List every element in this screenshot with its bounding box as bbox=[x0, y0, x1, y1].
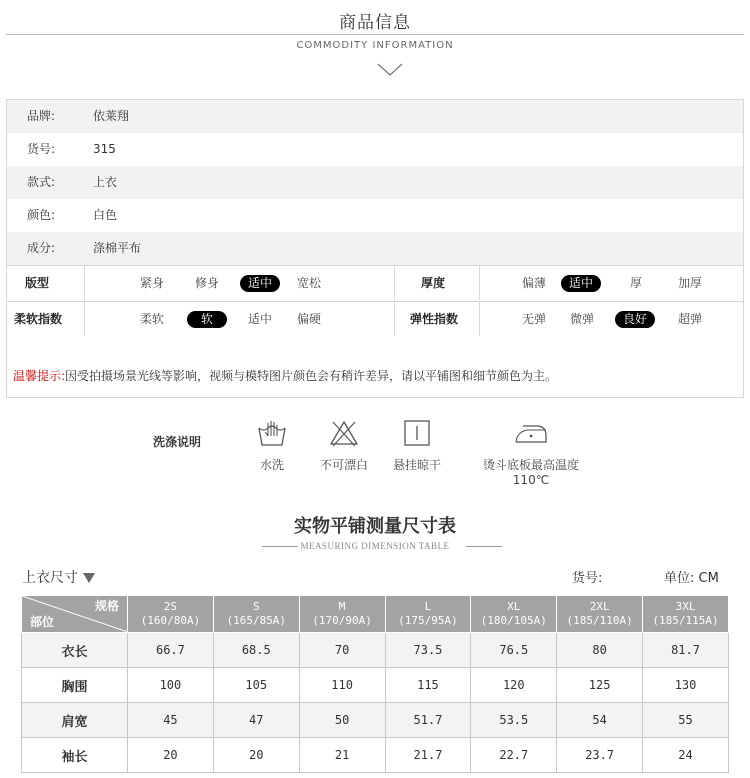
attribute-row bbox=[7, 301, 743, 336]
row-header: 胸围 bbox=[22, 668, 128, 703]
size-name: 2S bbox=[163, 600, 178, 613]
table-cell: 53.5 bbox=[471, 703, 557, 738]
divider bbox=[6, 34, 744, 35]
product-info-panel bbox=[6, 99, 744, 398]
elasticity-option: 微弹 bbox=[570, 312, 595, 326]
section-title: 商品信息 bbox=[339, 13, 411, 33]
table-row bbox=[22, 738, 729, 773]
wash-label: 悬挂晾干 bbox=[392, 458, 441, 472]
table-cell: 23.7 bbox=[557, 738, 643, 773]
size-spec: (170/90A) bbox=[312, 614, 372, 627]
size-name: XL bbox=[507, 600, 521, 613]
info-row-material bbox=[7, 232, 743, 265]
size-table-title: 实物平铺测量尺寸表 bbox=[294, 516, 456, 537]
size-name: 3XL bbox=[675, 600, 696, 613]
divider bbox=[84, 302, 85, 336]
divider bbox=[479, 266, 480, 300]
size-spec: (160/80A) bbox=[140, 614, 201, 627]
row-header: 衣长 bbox=[22, 633, 128, 668]
wash-label: 不可漂白 bbox=[319, 458, 368, 472]
fit-option-selected: 适中 bbox=[240, 275, 280, 292]
wash-label: 烫斗底板最高温度110℃ bbox=[482, 458, 579, 487]
size-spec: (185/110A) bbox=[566, 614, 633, 627]
wash-title: 洗涤说明 bbox=[153, 435, 202, 449]
size-spec: (180/105A) bbox=[480, 614, 547, 627]
table-cell: 105 bbox=[213, 668, 299, 703]
info-label: 品牌: bbox=[27, 109, 56, 123]
hang-dry-icon bbox=[402, 418, 432, 448]
table-corner-cell bbox=[22, 596, 128, 633]
softness-option: 柔软 bbox=[140, 312, 165, 326]
table-cell: 47 bbox=[213, 703, 299, 738]
table-cell: 45 bbox=[128, 703, 214, 738]
info-row-color bbox=[7, 199, 743, 232]
size-name: S bbox=[252, 600, 260, 613]
fit-option: 宽松 bbox=[297, 276, 322, 290]
table-row bbox=[22, 703, 729, 738]
table-cell: 54 bbox=[557, 703, 643, 738]
table-cell: 21 bbox=[299, 738, 385, 773]
table-cell: 20 bbox=[128, 738, 214, 773]
table-cell: 24 bbox=[643, 738, 729, 773]
corner-label-part: 部位 bbox=[30, 615, 55, 629]
no-bleach-icon bbox=[329, 418, 359, 448]
table-cell: 21.7 bbox=[385, 738, 471, 773]
attr-name-softness: 柔软指数 bbox=[14, 312, 63, 326]
table-cell: 110 bbox=[299, 668, 385, 703]
softness-option: 适中 bbox=[248, 312, 273, 326]
row-header: 袖长 bbox=[22, 738, 128, 773]
attribute-row bbox=[7, 266, 743, 301]
table-cell: 115 bbox=[385, 668, 471, 703]
size-name: 2XL bbox=[589, 600, 610, 613]
column-header bbox=[471, 596, 557, 633]
info-label: 成分: bbox=[27, 241, 56, 255]
divider bbox=[479, 302, 480, 336]
table-cell: 100 bbox=[128, 668, 214, 703]
column-header bbox=[385, 596, 471, 633]
column-header bbox=[557, 596, 643, 633]
thickness-option: 偏薄 bbox=[522, 276, 547, 290]
softness-option: 偏硬 bbox=[297, 312, 322, 326]
info-label: 颜色: bbox=[27, 208, 56, 222]
info-value: 涤棉平布 bbox=[93, 241, 142, 255]
attr-name-elasticity: 弹性指数 bbox=[410, 312, 459, 326]
table-header-row bbox=[22, 596, 729, 633]
table-cell: 76.5 bbox=[471, 633, 557, 668]
size-section-label bbox=[22, 567, 95, 587]
notice-body: 因受拍摄场景光线等影响，视频与模特图片颜色会有稍许差异，请以平铺图和细节颜色为主。 bbox=[65, 369, 558, 383]
thickness-option: 加厚 bbox=[678, 276, 703, 290]
section-subtitle: COMMODITY INFORMATION bbox=[296, 40, 454, 51]
column-header bbox=[128, 596, 214, 633]
attribute-grid bbox=[7, 265, 743, 335]
wash-item bbox=[252, 418, 292, 473]
table-cell: 120 bbox=[471, 668, 557, 703]
table-cell: 125 bbox=[557, 668, 643, 703]
size-table-subtitle: MEASURING DIMENSION TABLE bbox=[300, 541, 450, 551]
table-cell: 50 bbox=[299, 703, 385, 738]
table-cell: 22.7 bbox=[471, 738, 557, 773]
notice-text bbox=[13, 367, 557, 384]
divider bbox=[394, 266, 395, 300]
thickness-option-selected: 适中 bbox=[561, 275, 601, 292]
hand-wash-icon bbox=[256, 418, 288, 448]
attr-name-thickness: 厚度 bbox=[421, 276, 446, 290]
size-name: L bbox=[424, 600, 432, 613]
column-header bbox=[299, 596, 385, 633]
softness-option-selected: 软 bbox=[187, 311, 227, 328]
size-name: M bbox=[338, 600, 346, 613]
table-cell: 66.7 bbox=[128, 633, 214, 668]
info-row-style bbox=[7, 166, 743, 199]
size-spec: (165/85A) bbox=[226, 614, 287, 627]
chevron-down-icon bbox=[376, 62, 404, 78]
divider bbox=[84, 266, 85, 300]
info-row-item-no bbox=[7, 133, 743, 166]
info-value: 白色 bbox=[93, 208, 118, 222]
info-value: 315 bbox=[93, 142, 116, 156]
triangle-down-icon bbox=[83, 573, 95, 583]
column-header bbox=[213, 596, 299, 633]
info-label: 款式: bbox=[27, 175, 56, 189]
notice-label: 温馨提示: bbox=[13, 369, 66, 383]
elasticity-option-selected: 良好 bbox=[615, 311, 655, 328]
wash-item bbox=[316, 418, 372, 473]
thickness-option: 厚 bbox=[630, 276, 643, 290]
elasticity-option: 无弹 bbox=[522, 312, 547, 326]
size-section-text: 上衣尺寸 bbox=[22, 570, 78, 586]
info-row-brand bbox=[7, 100, 743, 133]
divider bbox=[466, 546, 502, 547]
wash-item bbox=[389, 418, 445, 473]
table-cell: 70 bbox=[299, 633, 385, 668]
table-row bbox=[22, 668, 729, 703]
unit-label: 单位: CM bbox=[664, 571, 719, 586]
info-label: 货号: bbox=[27, 142, 56, 156]
table-cell: 51.7 bbox=[385, 703, 471, 738]
wash-item bbox=[467, 418, 595, 487]
corner-label-spec: 规格 bbox=[94, 599, 119, 613]
size-table bbox=[21, 595, 729, 773]
column-header bbox=[643, 596, 729, 633]
fit-option: 紧身 bbox=[140, 276, 165, 290]
table-cell: 130 bbox=[643, 668, 729, 703]
size-spec: (185/115A) bbox=[652, 614, 719, 627]
divider bbox=[394, 302, 395, 336]
fit-option: 修身 bbox=[195, 276, 220, 290]
info-value: 依莱翔 bbox=[93, 109, 130, 123]
table-cell: 55 bbox=[643, 703, 729, 738]
table-cell: 68.5 bbox=[213, 633, 299, 668]
table-cell: 81.7 bbox=[643, 633, 729, 668]
size-spec: (175/95A) bbox=[398, 614, 458, 627]
table-cell: 80 bbox=[557, 633, 643, 668]
iron-icon bbox=[513, 418, 549, 448]
attr-name-fit: 版型 bbox=[25, 276, 50, 290]
elasticity-option: 超弹 bbox=[678, 312, 703, 326]
item-code-label: 货号: bbox=[572, 571, 603, 586]
table-row bbox=[22, 633, 729, 668]
table-cell: 20 bbox=[213, 738, 299, 773]
info-value: 上衣 bbox=[93, 175, 118, 189]
wash-label: 水洗 bbox=[259, 458, 284, 472]
row-header: 肩宽 bbox=[22, 703, 128, 738]
table-cell: 73.5 bbox=[385, 633, 471, 668]
